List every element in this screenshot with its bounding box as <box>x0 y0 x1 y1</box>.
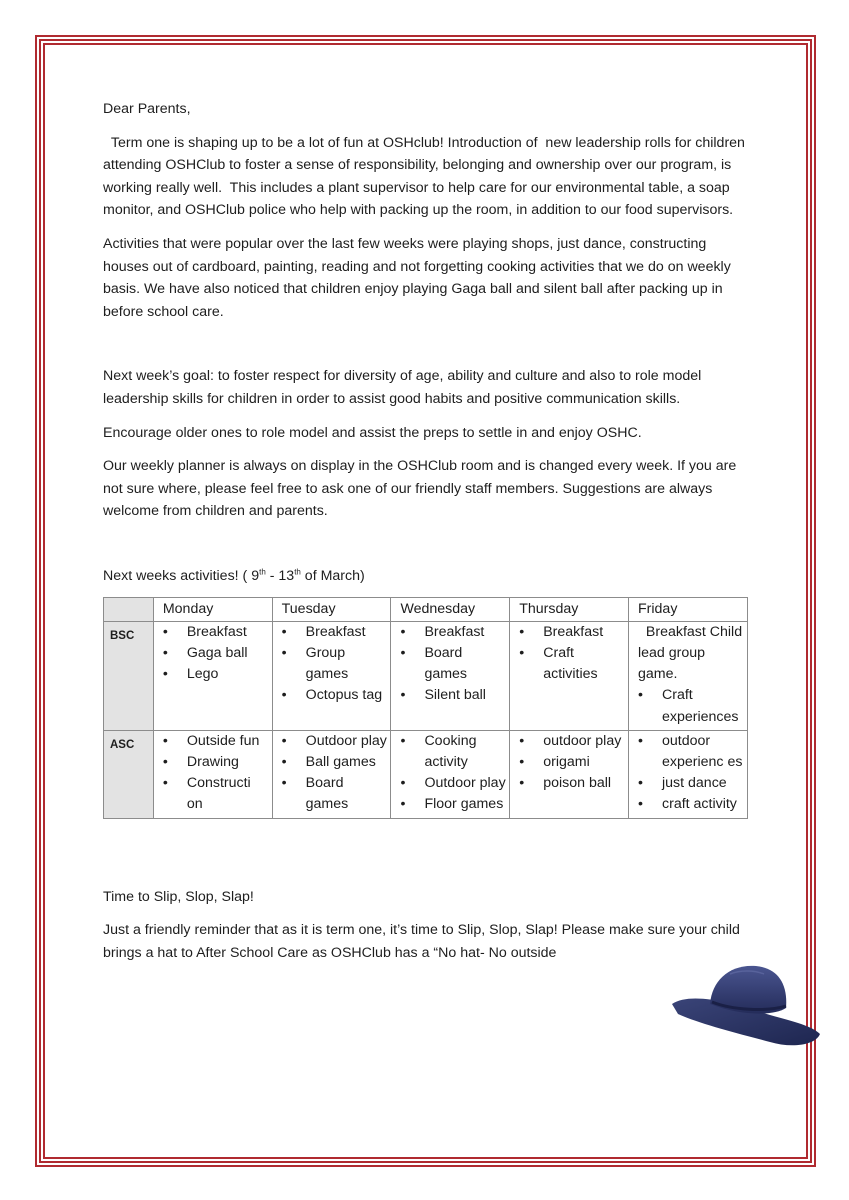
list-item: • craft activity <box>638 794 744 815</box>
row-label-bsc: BSC <box>104 621 154 730</box>
table-corner-cell <box>104 597 154 621</box>
letter-paragraph-encourage: Encourage older ones to role model and assist the preps to settle in and enjoy OSHC. <box>103 424 642 441</box>
list-item: • Breakfast <box>282 622 388 643</box>
activities-table <box>103 597 748 819</box>
list-item: • Lego <box>163 664 269 685</box>
list-item: • Silent ball <box>400 685 506 706</box>
cell-asc-friday <box>629 730 748 818</box>
list-item: • Breakfast <box>163 622 269 643</box>
row-label-asc: ASC <box>104 730 154 818</box>
letter-paragraph-activities: Activities that were popular over the last few weeks were playing shops, just dance, constructing houses out of cardboard, painting, reading and not forgetting cooking activities that we do on weekly basis. We have also noticed that children enjoy playing Gaga ball and silent ball after packing up in before school care. <box>103 235 731 320</box>
cell-asc-wednesday <box>391 730 510 818</box>
letter-paragraph-goal: Next week’s goal: to foster respect for diversity of age, ability and culture and also to role model leadership skills for children in order to assist good habits and positive communication skills. <box>103 368 702 407</box>
list-item: • Outdoor play <box>282 731 388 752</box>
sun-safety-heading: Time to Slip, Slop, Slap! <box>103 888 254 905</box>
list-item: • poison ball <box>519 773 625 794</box>
list-item: • Outdoor play <box>400 773 506 794</box>
list-item: • Board games <box>400 643 506 685</box>
schedule-heading-suffix: of March) <box>300 567 365 584</box>
letter-paragraph-planner: Our weekly planner is always on display in the OSHClub room and is changed every week. If you are not sure where, please feel free to ask one of our friendly staff members. Suggestions are always welcome from children and parents. <box>103 458 737 520</box>
list-item: • Breakfast <box>519 622 625 643</box>
list-item: • just dance <box>638 773 744 794</box>
list-item: • Octopus tag <box>282 685 388 706</box>
sun-hat-icon <box>670 962 822 1052</box>
letter-greeting: Dear Parents, <box>103 101 191 117</box>
list-item: • Breakfast <box>400 622 506 643</box>
day-header-monday: Monday <box>153 597 272 621</box>
cell-bsc-monday <box>153 621 272 730</box>
list-item: • outdoor experienc es <box>638 731 744 773</box>
list-item: • Craft activities <box>519 643 625 685</box>
day-header-friday: Friday <box>629 597 748 621</box>
list-item: • origami <box>519 752 625 773</box>
list-item: • Craft experiences <box>638 685 744 727</box>
cell-asc-tuesday <box>272 730 391 818</box>
cell-asc-monday <box>153 730 272 818</box>
list-item: • Board games <box>282 773 388 815</box>
table-row-bsc <box>104 621 748 730</box>
cell-bsc-thursday <box>510 621 629 730</box>
cell-bsc-wednesday <box>391 621 510 730</box>
table-row-asc <box>104 730 748 818</box>
list-item: • Drawing <box>163 752 269 773</box>
list-item: • Floor games <box>400 794 506 815</box>
list-item: • outdoor play <box>519 731 625 752</box>
letter-body <box>103 98 753 964</box>
list-item: • Cooking activity <box>400 731 506 773</box>
list-item: • Group games <box>282 643 388 685</box>
day-header-wednesday: Wednesday <box>391 597 510 621</box>
schedule-heading <box>103 565 753 588</box>
day-header-thursday: Thursday <box>510 597 629 621</box>
cell-plain-text: Breakfast Child lead group game. <box>638 623 747 683</box>
cell-asc-thursday <box>510 730 629 818</box>
list-item: • Ball games <box>282 752 388 773</box>
schedule-heading-mid: - 13 <box>265 567 295 584</box>
table-header-row <box>104 597 748 621</box>
sun-safety-text: Just a friendly reminder that as it is term one, it’s time to Slip, Slop, Slap! Please make sure your child brings a hat to After School Care as OSHClub has a “No hat- No outside <box>103 922 740 961</box>
schedule-heading-sup-end: th <box>294 567 301 577</box>
list-item: • Outside fun <box>163 731 269 752</box>
list-item: • Gaga ball <box>163 643 269 664</box>
day-header-tuesday: Tuesday <box>272 597 391 621</box>
cell-bsc-tuesday <box>272 621 391 730</box>
schedule-heading-prefix: Next weeks activities! ( 9 <box>103 567 260 584</box>
schedule-heading-sup-start: th <box>259 567 266 577</box>
list-item: • Constructi on <box>163 773 269 815</box>
letter-paragraph-intro: Term one is shaping up to be a lot of fun at OSHclub! Introduction of new leadership rolls for children attending OSHClub to foster a sense of responsibility, belonging and ownership over our program, is working really well. This includes a plant supervisor to help care for our environmental table, a soap monitor, and OSHClub police who help with packing up the room, in addition to our food supervisors. <box>103 134 749 219</box>
cell-bsc-friday <box>629 621 748 730</box>
